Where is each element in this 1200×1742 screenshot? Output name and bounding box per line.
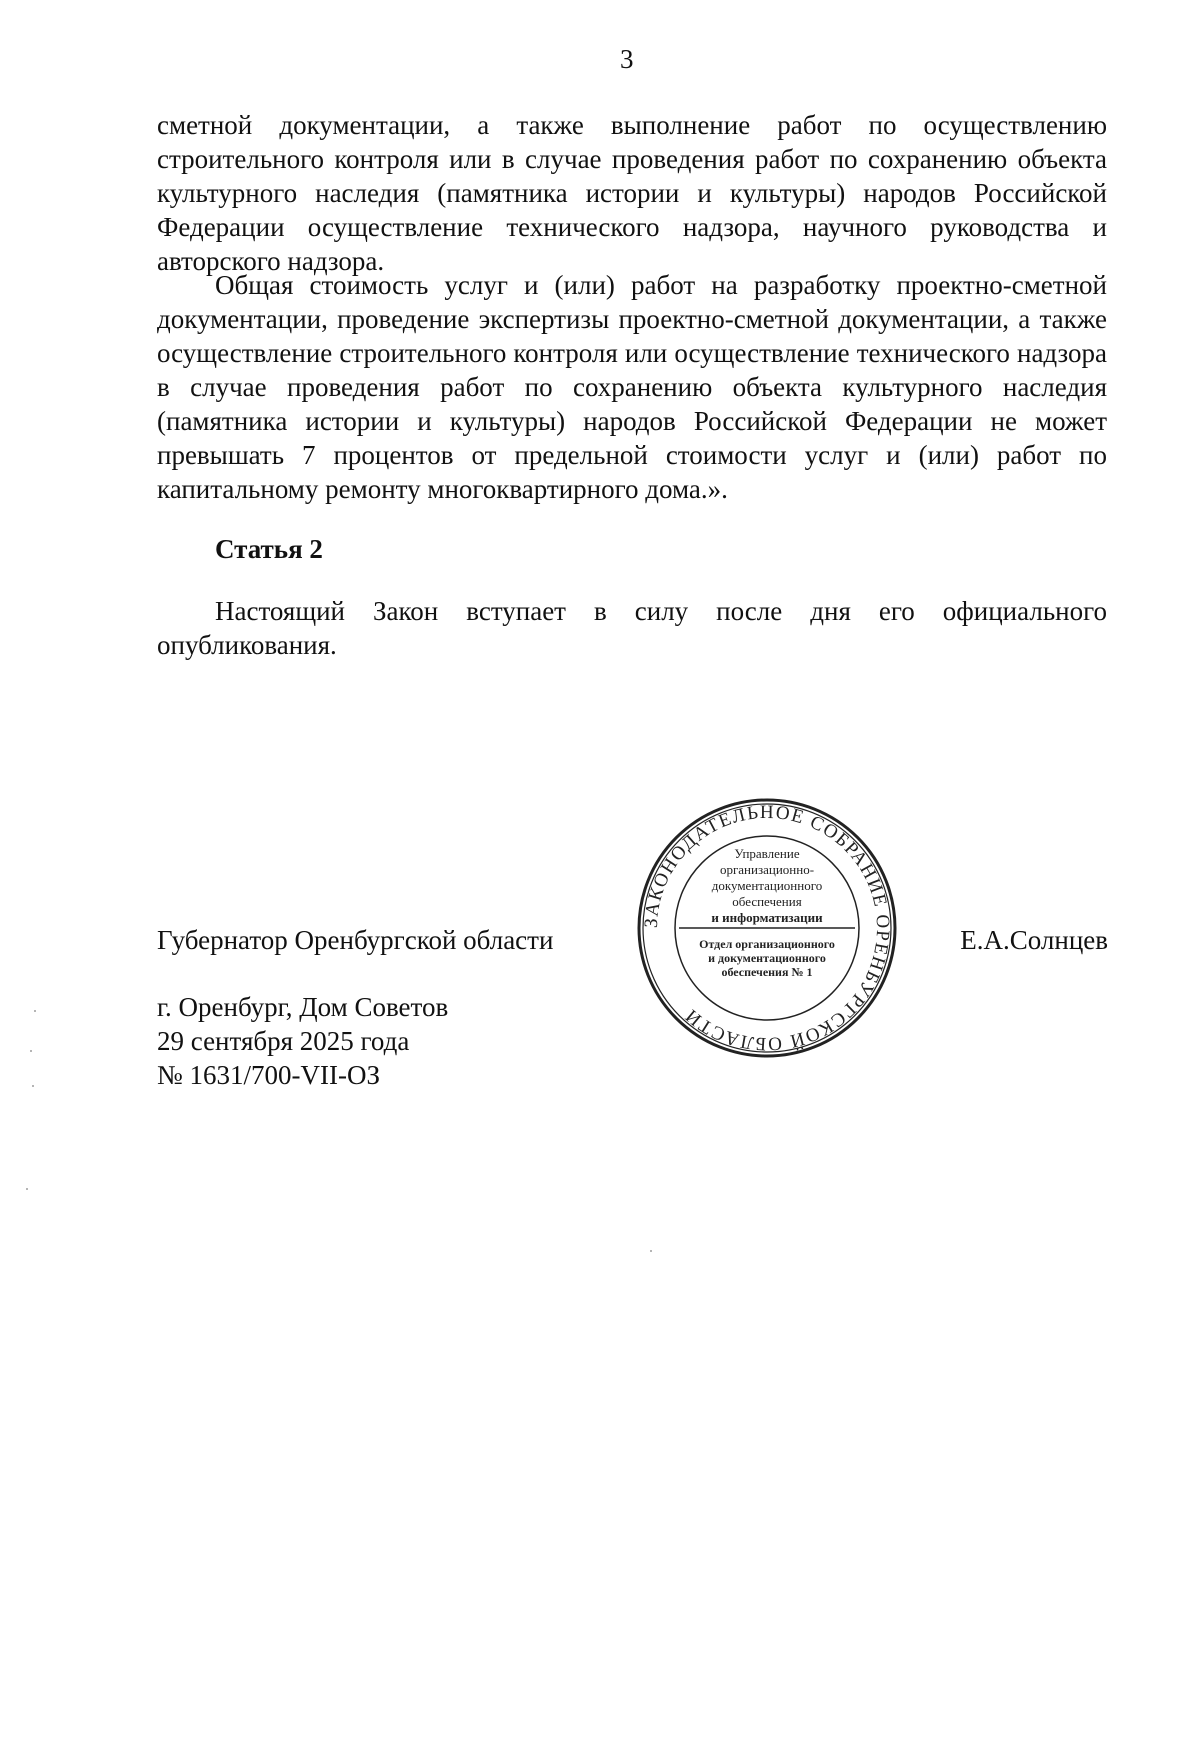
law-number: № 1631/700-VII-ОЗ [157,1060,381,1090]
stamp-upper-line: и информатизации [711,910,823,925]
official-stamp [633,794,901,1062]
article-text: Настоящий Закон вступает в силу после дня его официального опубликования. [157,596,1107,660]
stamp-upper-line: Управление [734,846,800,861]
stamp-upper-line: организационно- [719,862,815,877]
stamp-ring-text: ЗАКОНОДАТЕЛЬНОЕ СОБРАНИЕ ОРЕНБУРГСКОЙ ОБЛАСТИ [640,801,894,1055]
scan-speck [26,1188,28,1190]
stamp-lower-line: обеспечения № 1 [721,965,813,979]
signing-date: 29 сентября 2025 года [157,1026,410,1056]
scan-speck [650,1250,652,1252]
signing-place: г. Оренбург, Дом Советов [157,992,449,1022]
stamp-seal-icon [633,794,901,1062]
page-number: 3 [620,44,634,74]
scan-speck [34,1010,36,1012]
stamp-lower-line: и документационного [708,951,826,965]
scan-speck [30,1050,32,1052]
stamp-upper-line: обеспечения [732,894,802,909]
scan-speck [32,1085,34,1087]
article-heading: Статья 2 [215,534,323,564]
governor-name: Е.А.Солнцев [960,925,1108,955]
governor-title: Губернатор Оренбургской области [157,925,554,955]
stamp-upper-line: документационного [711,878,823,893]
stamp-lower-line: Отдел организационного [699,937,835,951]
paragraph-cost-limit: Общая стоимость услуг и (или) работ на разработку проектно-сметной документации, проведение экспертизы проектно-сметной документации, а также осуществление строительного контроля или осуществление технического надзора в случае проведения работ по сохранению объекта культурного наследия (памятника истории и культуры) народов Российской Федерации не может превышать 7 процентов от предельной стоимости услуг и (или) работ по капитальному ремонту многоквартирного дома.». [157,270,1107,504]
paragraph-continuation: сметной документации, а также выполнение работ по осуществлению строительного контроля или в случае проведения работ по сохранению объекта культурного наследия (памятника истории и культуры) народов Российской Федерации осуществление технического надзора, научного руководства и авторского надзора. [157,110,1107,276]
